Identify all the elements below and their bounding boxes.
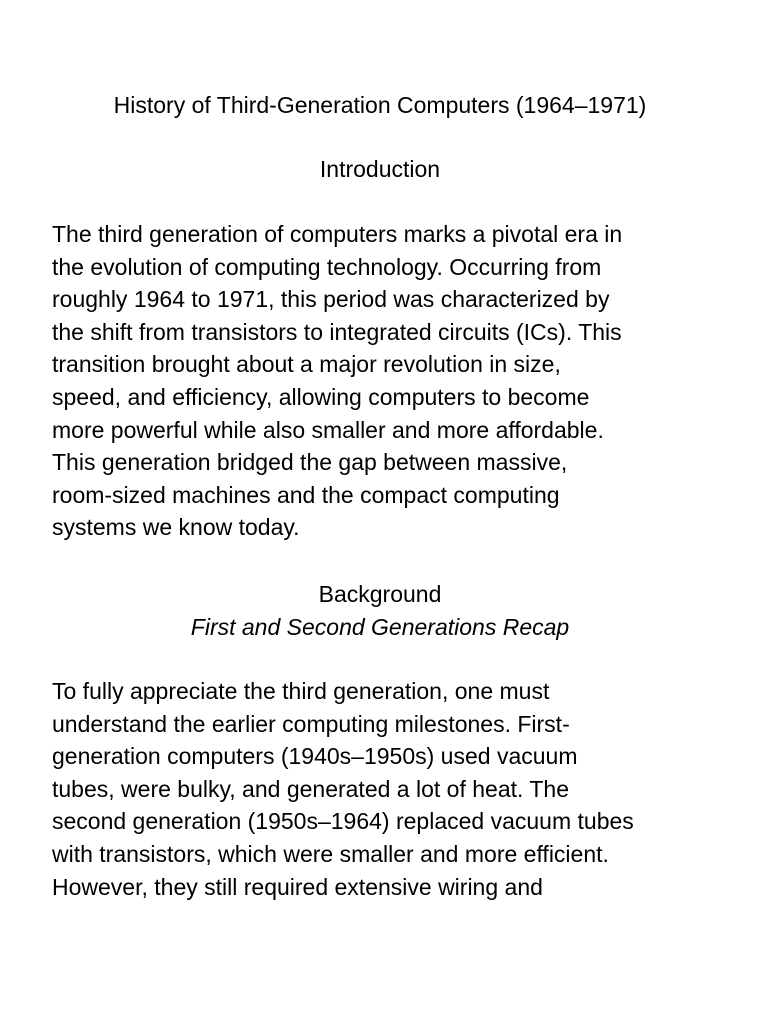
paragraph-line: room-sized machines and the compact computing	[52, 481, 560, 508]
paragraph-line: transition brought about a major revolution in size,	[52, 351, 561, 378]
paragraph-line: understand the earlier computing milestones. First-	[52, 710, 570, 737]
paragraph-line: the shift from transistors to integrated circuits (ICs). This	[52, 318, 622, 345]
paragraph-line: This generation bridged the gap between massive,	[52, 449, 568, 476]
paragraph-line: tubes, were bulky, and generated a lot of heat. The	[52, 775, 569, 802]
section-heading-introduction: Introduction	[319, 156, 441, 182]
paragraph-line: more powerful while also smaller and more affordable.	[52, 416, 604, 443]
paragraph-line: with transistors, which were smaller and more efficient.	[52, 840, 609, 867]
section-subheading: First and Second Generations Recap	[190, 614, 570, 640]
paragraph-line: the evolution of computing technology. Occurring from	[52, 253, 602, 280]
paragraph-line: speed, and efficiency, allowing computers to become	[52, 383, 590, 410]
document-title: History of Third-Generation Computers (1964–1971)	[113, 92, 647, 118]
paragraph-line: The third generation of computers marks a pivotal era in	[52, 221, 623, 247]
paragraph-line: second generation (1950s–1964) replaced vacuum tubes	[52, 808, 634, 835]
paragraph-line: generation computers (1940s–1950s) used vacuum	[52, 743, 578, 770]
introduction-paragraph	[52, 218, 742, 544]
paragraph-line: To fully appreciate the third generation, one must	[52, 678, 550, 704]
background-paragraph	[52, 675, 742, 903]
paragraph-line: roughly 1964 to 1971, this period was characterized by	[52, 286, 610, 313]
paragraph-line: However, they still required extensive wiring and	[52, 873, 543, 900]
section-heading-background: Background	[318, 581, 442, 607]
paragraph-line: systems we know today.	[52, 514, 300, 541]
